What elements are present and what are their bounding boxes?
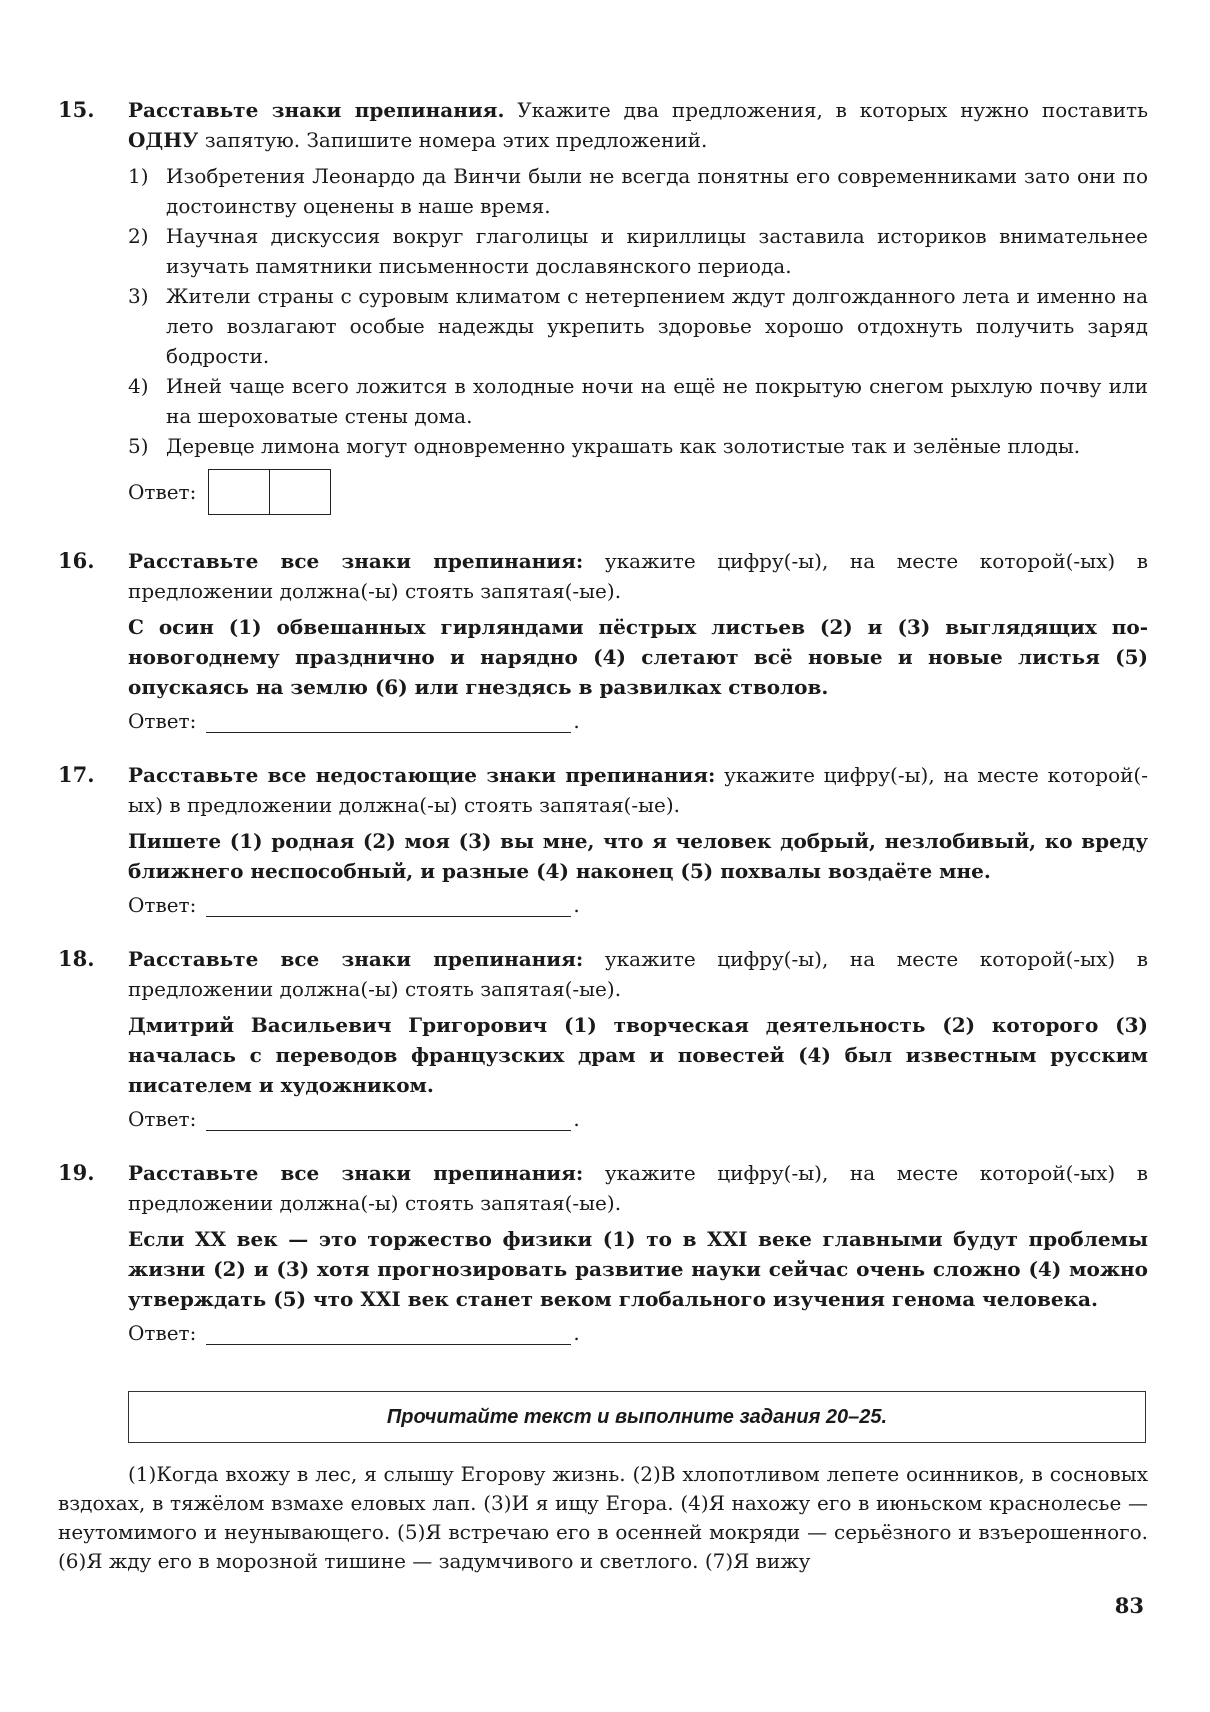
answer-row xyxy=(128,1318,1148,1348)
item-number: 1) xyxy=(128,164,149,188)
answer-label: Ответ: xyxy=(128,709,197,733)
section-banner xyxy=(128,1391,1146,1443)
banner-text: Прочитайте текст и выполните задания 20–25. xyxy=(386,1405,888,1428)
item-number: 2) xyxy=(128,224,149,248)
instruction-text: Укажите два предложения, в которых нужно поставить xyxy=(504,98,1148,122)
task-instruction xyxy=(128,760,1148,820)
answer-label: Ответ: xyxy=(128,893,197,917)
answer-line[interactable] xyxy=(206,894,571,917)
instruction-bold: Расставьте все недостающие знаки препинания: xyxy=(128,763,716,787)
answer-period: . xyxy=(573,893,580,917)
sentence-list xyxy=(128,161,1148,461)
list-item xyxy=(128,281,1148,371)
task-number: 16. xyxy=(58,548,95,573)
task-number: 15. xyxy=(58,97,95,122)
answer-label: Ответ: xyxy=(128,1107,197,1131)
instruction-emphasis: ОДНУ xyxy=(128,128,199,152)
answer-line[interactable] xyxy=(206,710,571,733)
item-number: 5) xyxy=(128,434,149,458)
instruction-bold: Расставьте все знаки препинания: xyxy=(128,947,584,971)
answer-row xyxy=(128,706,1148,736)
task-17 xyxy=(58,760,1148,920)
item-text: Деревце лимона могут одновременно украшать как золотистые так и зелёные плоды. xyxy=(166,434,1081,458)
answer-line[interactable] xyxy=(206,1108,571,1131)
answer-row xyxy=(128,469,1148,515)
answer-row xyxy=(128,1104,1148,1134)
instruction-text: укажите цифру(-ы), на месте которой(-ых) в предложении должна(-ы) стоять запятая(-ые). xyxy=(128,549,1148,603)
answer-period: . xyxy=(573,1107,580,1131)
item-text: Изобретения Леонардо да Винчи были не всегда понятны его современниками зато они по достоинству оценены в наше время. xyxy=(166,164,1148,218)
answer-period: . xyxy=(573,709,580,733)
instruction-text: запятую. Запишите номера этих предложений. xyxy=(198,128,708,152)
task-sentence: Если XX век — это торжество физики (1) то в XXI веке главными будут проблемы жизни (2) и (3) хотя прогнозировать развитие науки сейчас очень сложно (4) можно утверждать (5) что XXI век станет веком глобального изучения генома человека. xyxy=(128,1227,1148,1311)
item-text: Жители страны с суровым климатом с нетерпением ждут долгожданного лета и именно на лето возлагают особые надежды укрепить здоровье хорошо отдохнуть получить заряд бодрости. xyxy=(166,284,1148,368)
task-number: 19. xyxy=(58,1160,95,1185)
answer-period: . xyxy=(573,1321,580,1345)
instruction-bold: Расставьте все знаки препинания: xyxy=(128,549,584,573)
answer-cell[interactable] xyxy=(270,469,331,515)
instruction-bold: Расставьте все знаки препинания: xyxy=(128,1161,584,1185)
task-instruction xyxy=(128,95,1148,155)
item-number: 3) xyxy=(128,284,149,308)
answer-line[interactable] xyxy=(206,1322,571,1345)
answer-label: Ответ: xyxy=(128,1321,197,1345)
item-text: Иней чаще всего ложится в холодные ночи на ещё не покрытую снегом рыхлую почву или на шероховатые стены дома. xyxy=(166,374,1148,428)
instruction-text: укажите цифру(-ы), на месте которой(-ых) в предложении должна(-ы) стоять запятая(-ые). xyxy=(128,1161,1148,1215)
task-sentence: Дмитрий Васильевич Григорович (1) творческая деятельность (2) которого (3) началась с переводов французских драм и повестей (4) был известным русским писателем и художником. xyxy=(128,1013,1148,1097)
task-instruction xyxy=(128,944,1148,1004)
instruction-text: укажите цифру(-ы), на месте которой(-ых) в предложении должна(-ы) стоять запятая(-ые). xyxy=(128,763,1148,817)
reading-passage: (1)Когда вхожу в лес, я слышу Егорову жизнь. (2)В хлопотливом лепете осинников, в сосновых вздохах, в тяжёлом взмахе еловых лап. (3)И я ищу Егора. (4)Я нахожу его в июньском краснолесье — неутомимого и неунывающего. (5)Я встречаю его в осенней мокряди — серьёзного и взъерошенного. (6)Я жду его в морозной тишине — задумчивого и светлого. (7)Я вижу xyxy=(58,1462,1148,1573)
list-item xyxy=(128,431,1148,461)
task-sentence: С осин (1) обвешанных гирляндами пёстрых листьев (2) и (3) выглядящих по-новогоднему празднично и нарядно (4) слетают всё новые и новые листья (5) опускаясь на землю (6) или гнездясь в развилках стволов. xyxy=(128,615,1148,699)
list-item xyxy=(128,371,1148,431)
instruction-text: укажите цифру(-ы), на месте которой(-ых) в предложении должна(-ы) стоять запятая(-ые). xyxy=(128,947,1148,1001)
instruction-bold: Расставьте знаки препинания. xyxy=(128,98,505,122)
task-number: 18. xyxy=(58,946,95,971)
task-19 xyxy=(58,1158,1148,1348)
task-instruction xyxy=(128,546,1148,606)
item-text: Научная дискуссия вокруг глаголицы и кириллицы заставила историков внимательнее изучать памятники письменности дославянского периода. xyxy=(166,224,1148,278)
page-number: 83 xyxy=(1114,1593,1144,1618)
task-15 xyxy=(58,95,1148,515)
item-number: 4) xyxy=(128,374,149,398)
task-instruction xyxy=(128,1158,1148,1218)
answer-cell[interactable] xyxy=(208,469,270,515)
task-number: 17. xyxy=(58,762,95,787)
list-item xyxy=(128,161,1148,221)
list-item xyxy=(128,221,1148,281)
answer-row xyxy=(128,890,1148,920)
task-sentence: Пишете (1) родная (2) моя (3) вы мне, что я человек добрый, незлобивый, ко вреду ближнего неспособный, и разные (4) наконец (5) похвалы воздаёте мне. xyxy=(128,829,1148,883)
answer-label: Ответ: xyxy=(128,480,197,504)
task-18 xyxy=(58,944,1148,1134)
answer-cells xyxy=(208,469,331,515)
task-16 xyxy=(58,546,1148,736)
